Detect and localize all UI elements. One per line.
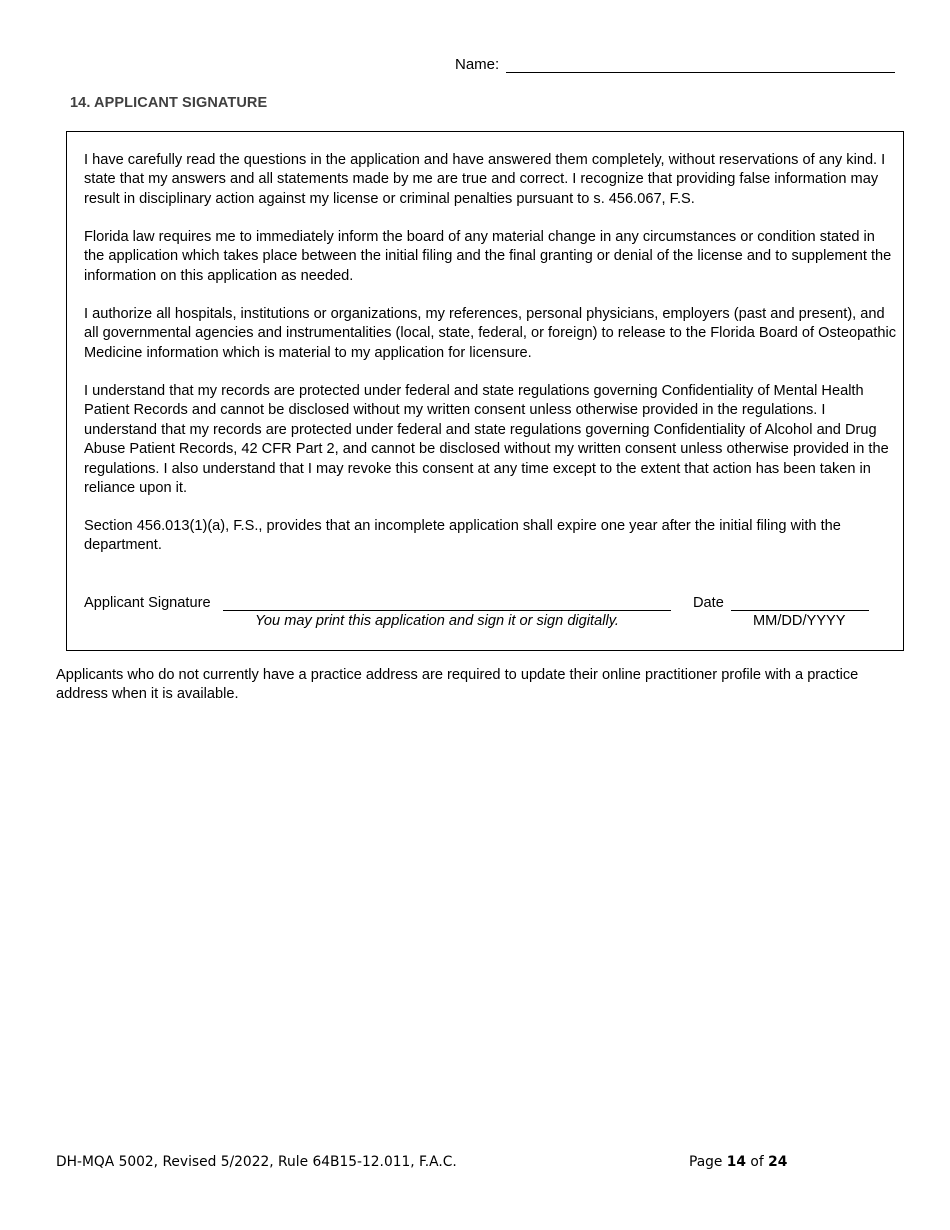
date-input-line[interactable]	[731, 610, 869, 611]
expiration-paragraph: Section 456.013(1)(a), F.S., provides that an incomplete application shall expire one year after the initial filing with the department.	[84, 518, 841, 554]
section-heading: 14. APPLICANT SIGNATURE	[70, 95, 268, 111]
authorization-paragraph: I authorize all hospitals, institutions or organizations, my references, personal physicians, employers (past and present), and all governmental agencies and instrumentalities (local, state, federal, or foreign) to release to the Florida Board of Osteopathic Medicine information which is material to my application for licensure.	[84, 306, 897, 361]
name-label: Name:	[455, 56, 500, 73]
page-of: of	[750, 1154, 764, 1170]
footer-page-number	[689, 1154, 787, 1170]
applicant-signature-label: Applicant Signature	[84, 595, 211, 611]
page-prefix: Page	[689, 1154, 723, 1170]
confidentiality-paragraph: I understand that my records are protected under federal and state regulations governing Confidentiality of Mental Health Patient Records and cannot be disclosed without my written consent unless otherwise provided in the regulations. I understand that my records are protected under federal and state regulations governing Confidentiality of Alcohol and Drug Abuse Patient Records, 42 CFR Part 2, and cannot be disclosed without my written consent unless otherwise provided in the regulations. I also understand that I may revoke this consent at any time except to the extent that action has been taken in reliance upon it.	[84, 383, 889, 497]
date-label: Date	[693, 595, 724, 611]
signature-box	[66, 131, 904, 651]
page-current: 14	[726, 1154, 746, 1170]
footer-form-id: DH-MQA 5002, Revised 5/2022, Rule 64B15-12.011, F.A.C.	[56, 1154, 457, 1170]
name-input-line[interactable]	[506, 72, 895, 73]
applicant-signature-line[interactable]	[223, 610, 671, 611]
material-change-paragraph: Florida law requires me to immediately inform the board of any material change in any circumstances or condition stated in the application which takes place between the initial filing and the final granting or denial of the license and to supplement the information on this application as needed.	[84, 229, 892, 284]
attestation-paragraph: I have carefully read the questions in the application and have answered them completely, without reservations of any kind. I state that my answers and all statements made by me are true and correct. I recognize that providing false information may result in disciplinary action against my license or criminal penalties pursuant to s. 456.067, F.S.	[84, 152, 886, 207]
name-field-row	[455, 55, 895, 77]
page-total: 24	[768, 1154, 788, 1170]
practice-address-note: Applicants who do not currently have a practice address are required to update their online practitioner profile with a practice address when it is available.	[56, 667, 859, 703]
date-format-hint: MM/DD/YYYY	[753, 613, 846, 629]
signature-note: You may print this application and sign it or sign digitally.	[255, 613, 619, 629]
